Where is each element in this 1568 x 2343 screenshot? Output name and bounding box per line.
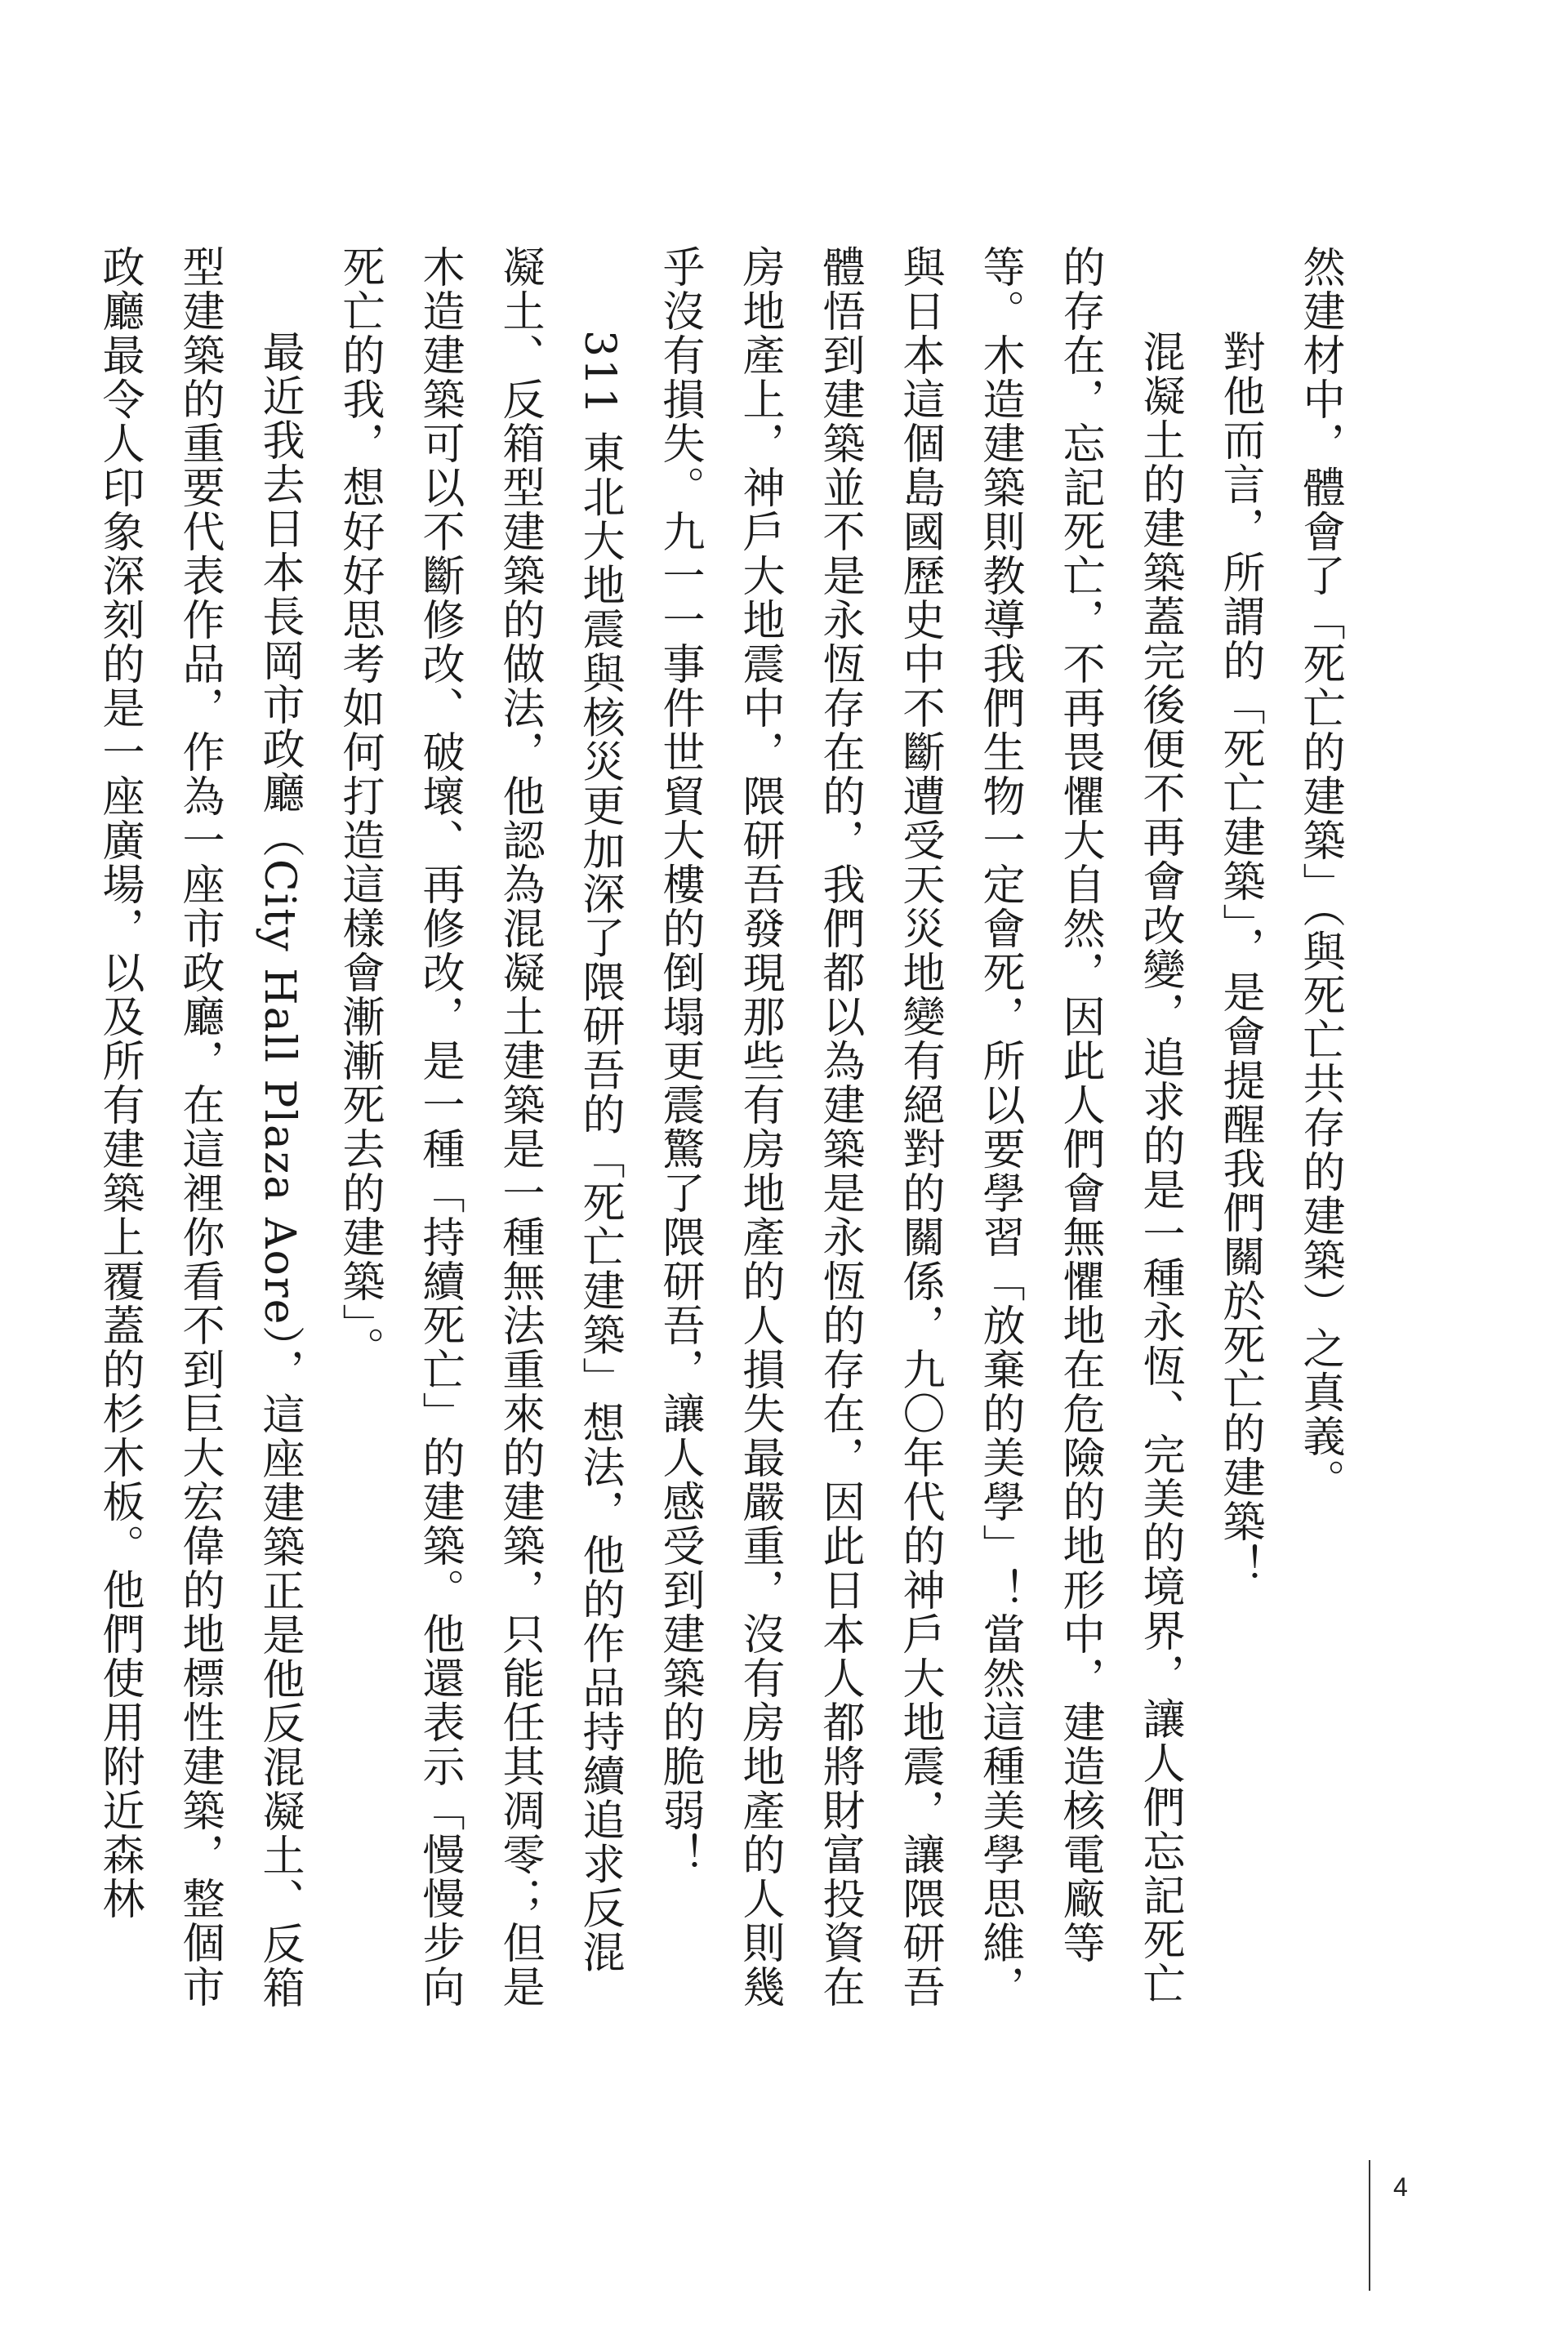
paragraph-5: 最近我去日本長岡市政廳（City Hall Plaza Aore），這座建築正是他反混凝土、反箱型建築的重要代表作品，作為一座市政廳，在這裡你看不到巨大宏偉的地標性建築，整個市政廳最令人印象深刻的是一座廣場，以及所有建築上覆蓋的杉木板。他們使用附近森林: [95, 245, 304, 2011]
page-number-divider: [1369, 2160, 1370, 2291]
paragraph-1: 然建材中，體會了「死亡的建築」（與死亡共存的建築）之真義。: [1295, 245, 1344, 1503]
paragraph-2: 對他而言，所謂的「死亡建築」，是會提醒我們關於死亡的建築！: [1215, 330, 1264, 1588]
page-number: 4: [1393, 2172, 1408, 2202]
vertical-text-body: [95, 245, 1360, 2017]
paragraph-4: 311 東北大地震與核災更加深了隈研吾的「死亡建築」想法，他的作品持續追求反混凝土、反箱型建築的做法，他認為混凝土建築是一種無法重來的建築，只能任其凋零；但是木造建築可以不斷修改、破壞、再修改，是一種「持續死亡」的建築。他還表示「慢慢步向死亡的我，想好好思考如何打造這樣會漸漸死去的建築」。: [335, 245, 624, 2009]
paragraph-3: 混凝土的建築蓋完後便不再會改變，追求的是一種永恆、完美的境界，讓人們忘記死亡的存在，忘記死亡，不再畏懼大自然，因此人們會無懼地在危險的地形中，建造核電廠等等。木造建築則教導我們生物一定會死，所以要學習「放棄的美學」！當然這種美學思維，與日本這個島國歷史中不斷遭受天災地變有絕對的關係，九〇年代的神戶大地震，讓隈研吾體悟到建築並不是永恆存在的，我們都以為建築是永恆的存在，因此日本人都將財富投資在房地產上，神戶大地震中，隈研吾發現那些有房地產的人損失最嚴重，沒有房地產的人則幾乎沒有損失。九一一事件世貿大樓的倒塌更震驚了隈研吾，讓人感受到建築的脆弱！: [655, 245, 1184, 2009]
